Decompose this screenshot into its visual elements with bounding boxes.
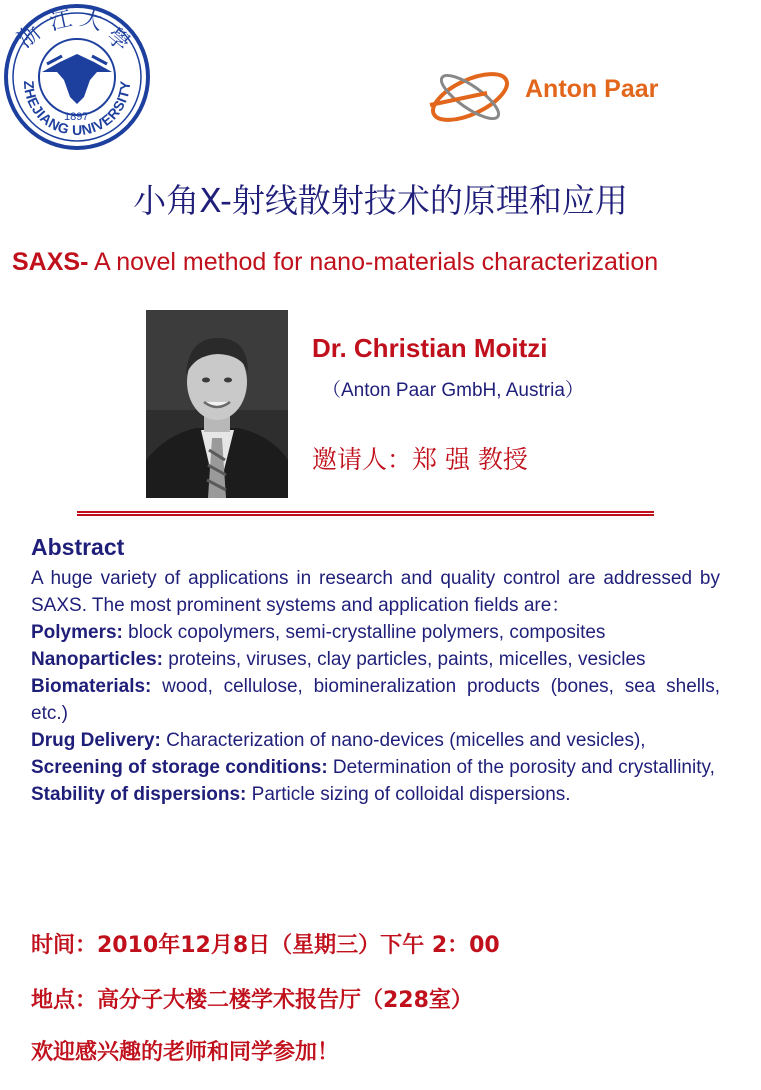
application-item bbox=[31, 754, 720, 781]
subtitle bbox=[12, 248, 752, 277]
application-text: proteins, viruses, clay particles, paints, micelles, vesicles bbox=[162, 649, 646, 670]
svg-text:學: 學 bbox=[101, 23, 135, 57]
abstract-heading: Abstract bbox=[31, 534, 125, 560]
abstract-body bbox=[31, 565, 720, 808]
inviter: 邀请人：郑 强 教授 bbox=[312, 445, 528, 474]
application-text: wood, cellulose, biomineralization products (bones, sea shells, etc.) bbox=[31, 676, 720, 724]
svg-text:大: 大 bbox=[77, 5, 106, 36]
zju-year: 1897 bbox=[64, 111, 89, 123]
welcome-note: 欢迎感兴趣的老师和同学参加！ bbox=[31, 1040, 340, 1065]
event-place: 地点：高分子大楼二楼学术报告厅（228室） bbox=[31, 988, 473, 1013]
application-item bbox=[31, 781, 720, 808]
svg-text:江: 江 bbox=[47, 6, 75, 36]
speaker-name: Dr. Christian Moitzi bbox=[312, 333, 548, 363]
application-text: block copolymers, semi-crystalline polymers, composites bbox=[122, 622, 606, 643]
application-term: Polymers: bbox=[31, 622, 123, 643]
zju-name: ZHEJIANG UNIVERSITY bbox=[20, 79, 134, 139]
subtitle-lead: SAXS- bbox=[12, 248, 89, 276]
application-text: Characterization of nano-devices (micelles and vesicles), bbox=[160, 730, 646, 751]
application-item bbox=[31, 646, 720, 673]
application-text: Particle sizing of colloidal dispersions. bbox=[246, 784, 571, 805]
speaker-affiliation: （Anton Paar GmbH, Austria） bbox=[322, 380, 584, 401]
application-item bbox=[31, 727, 720, 754]
zhejiang-university-logo bbox=[2, 2, 152, 152]
anton-paar-logo bbox=[425, 55, 705, 140]
application-term: Biomaterials: bbox=[31, 676, 152, 697]
application-text: Determination of the porosity and crystallinity, bbox=[327, 757, 715, 778]
subtitle-rest: A novel method for nano-materials characterization bbox=[88, 248, 659, 276]
event-time: 时间：2010年12月8日（星期三）下午 2：00 bbox=[31, 933, 500, 958]
application-term: Stability of dispersions: bbox=[31, 784, 247, 805]
abstract-intro: A huge variety of applications in research and quality control are addressed by SAXS. The most prominent systems and application fields are： bbox=[31, 568, 720, 616]
application-term: Drug Delivery: bbox=[31, 730, 161, 751]
application-item bbox=[31, 673, 720, 727]
application-item bbox=[31, 619, 720, 646]
page-title: 小角X-射线散射技术的原理和应用 bbox=[133, 181, 628, 220]
divider bbox=[77, 511, 654, 516]
svg-text:浙: 浙 bbox=[12, 19, 46, 54]
anton-paar-wordmark: Anton Paar bbox=[525, 75, 659, 103]
application-term: Nanoparticles: bbox=[31, 649, 163, 670]
speaker-photo bbox=[146, 310, 288, 498]
application-term: Screening of storage conditions: bbox=[31, 757, 328, 778]
